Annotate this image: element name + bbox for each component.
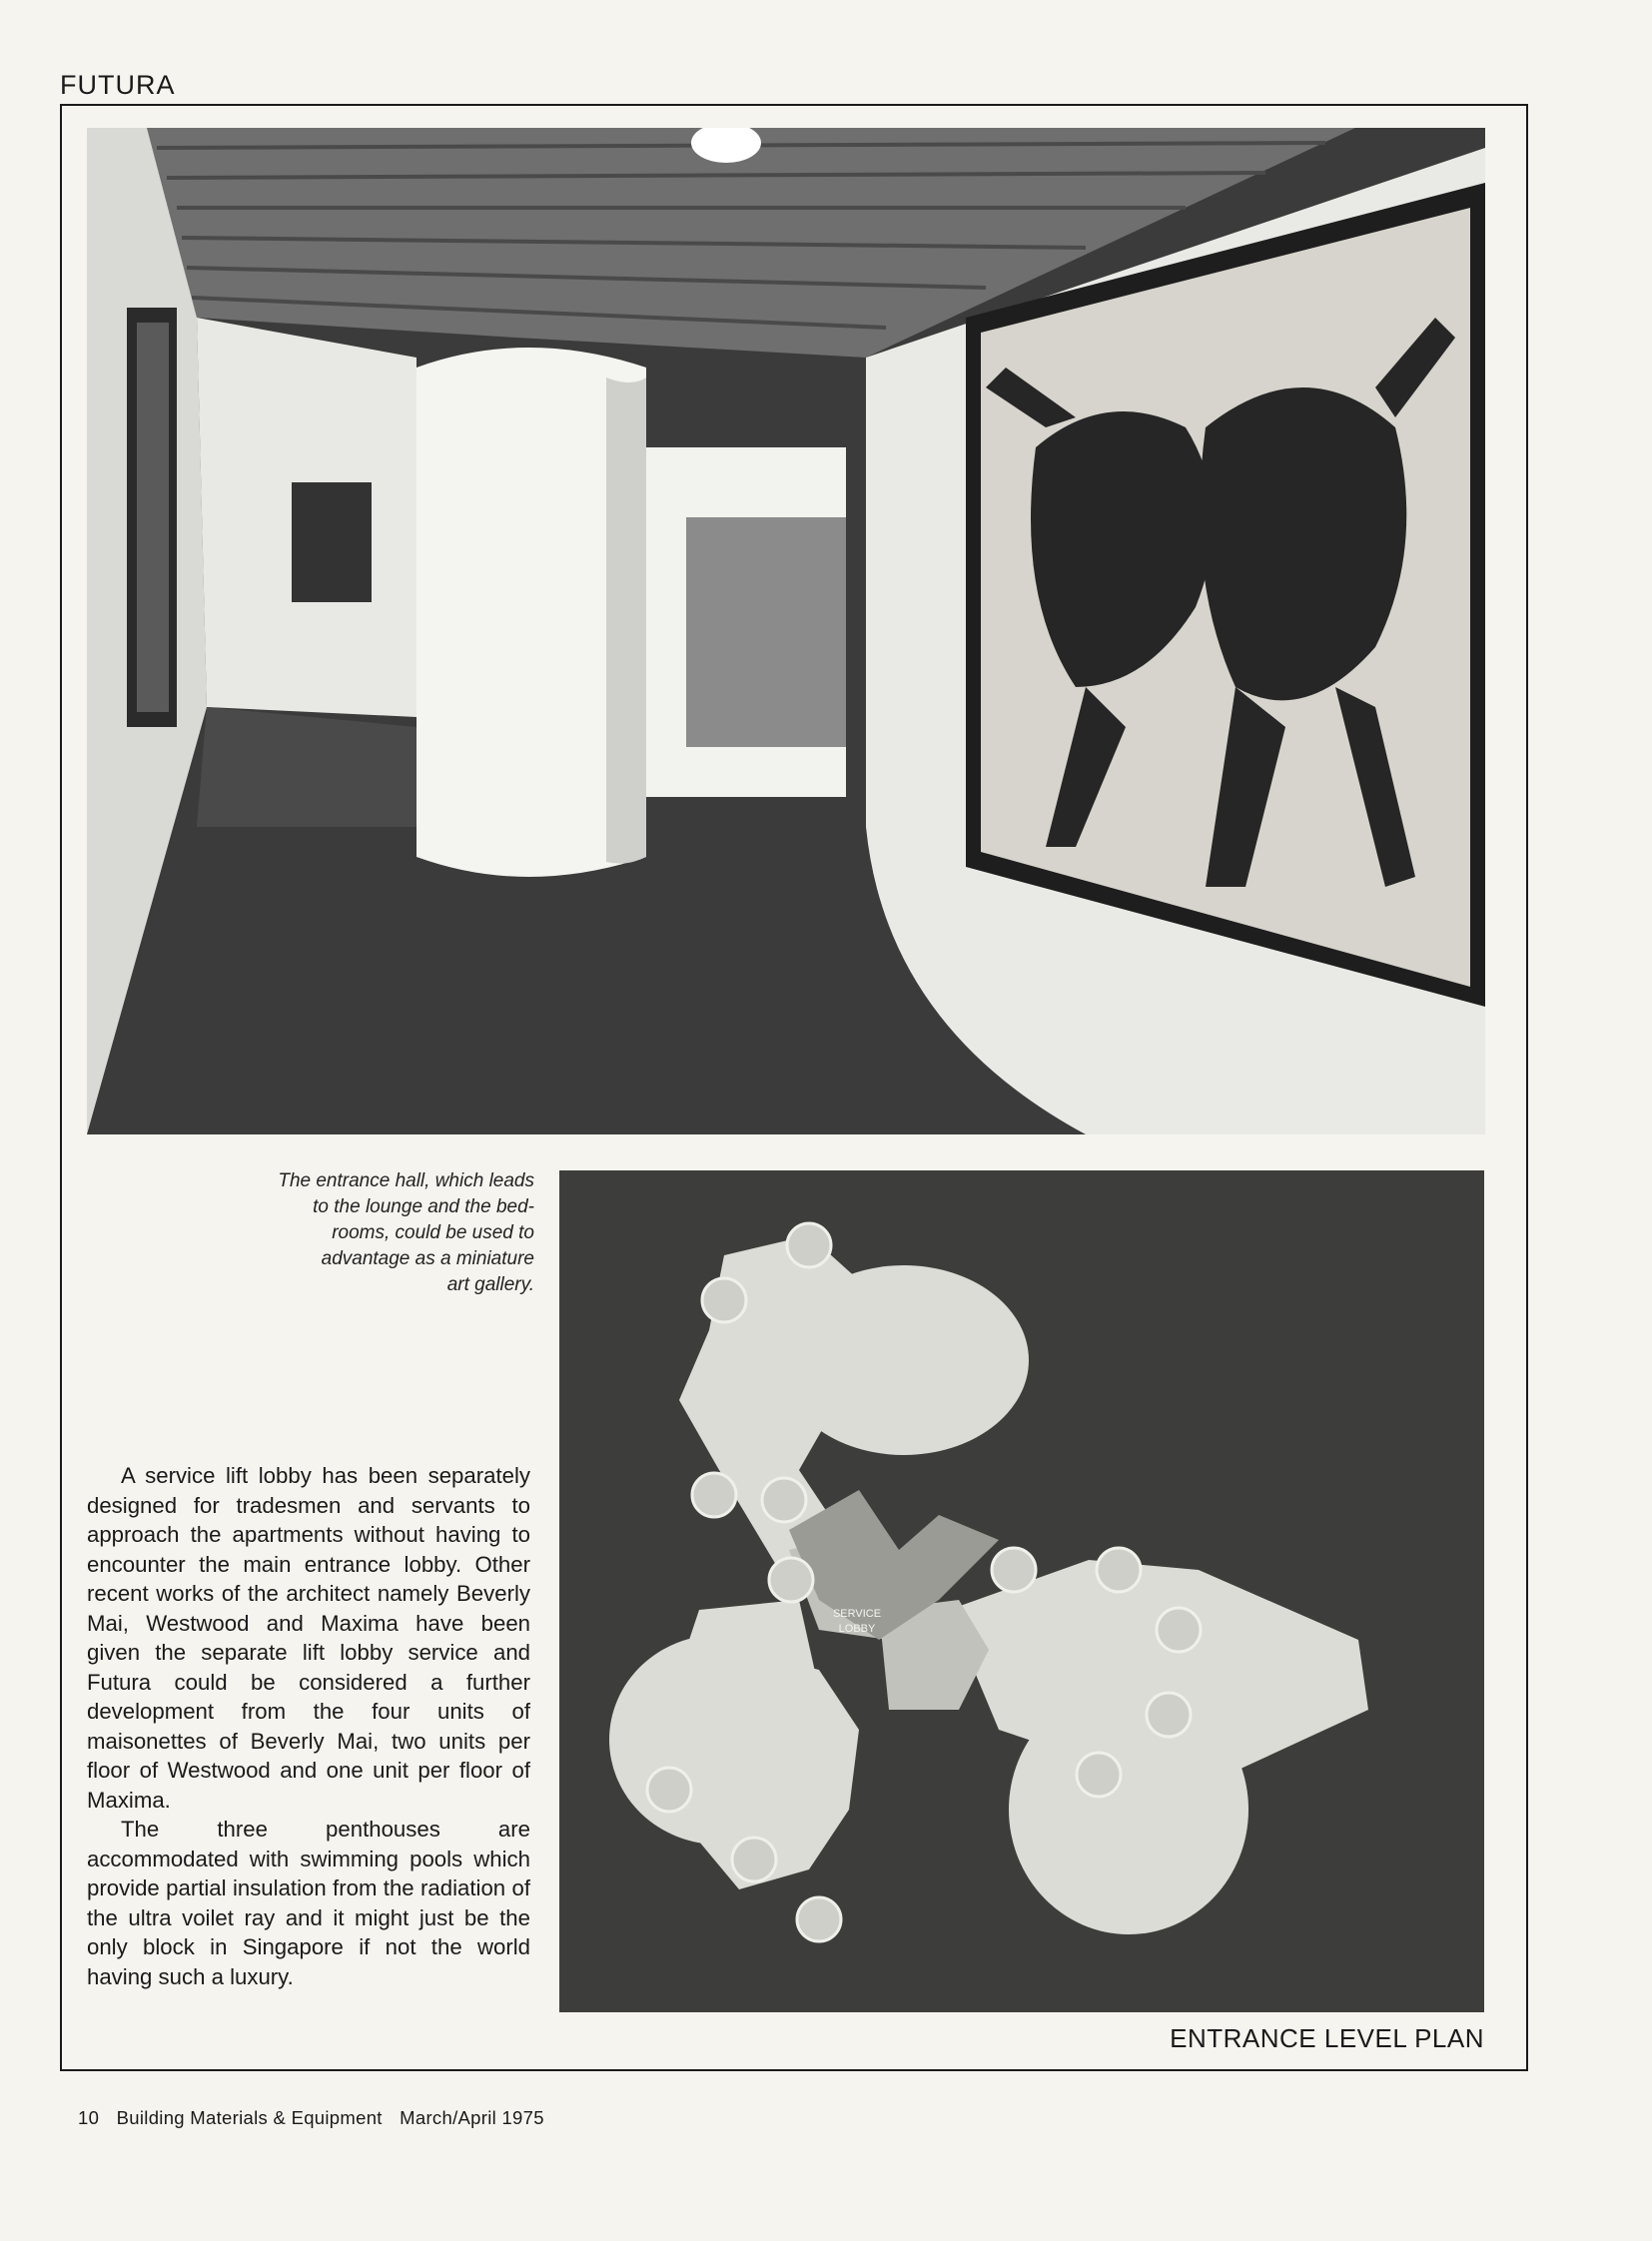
running-header: FUTURA <box>60 70 176 100</box>
photo-caption <box>200 1168 534 1298</box>
caption-line: rooms, could be used to <box>332 1222 534 1243</box>
caption-line: art gallery. <box>446 1274 534 1295</box>
article-body <box>87 1461 530 1991</box>
page-footer <box>78 2107 556 2129</box>
publication-name: Building Materials & Equipment <box>116 2107 383 2128</box>
caption-line: to the lounge and the bed- <box>313 1196 534 1217</box>
plan-caption: ENTRANCE LEVEL PLAN <box>1170 2023 1484 2053</box>
body-paragraph: The three penthouses are accommodated with swimming pools which provide partial insulation from the radiation of the ultra voilet ray and it might just be the only block in Singapore if not the world having such a luxury. <box>87 1817 530 1989</box>
body-paragraph: A service lift lobby has been separately designed for tradesmen and servants to approach the apartments without having to encounter the main entrance lobby. Other recent works of the architect namely Beverly Mai, Westwood and Maxima have been given the separate lift lobby service and Futura could be considered a further development from the four units of maisonettes of Beverly Mai, two units per floor of Westwood and one unit per floor of Maxima. <box>87 1463 530 1813</box>
service-lobby-label: SERVICE <box>832 1608 882 1620</box>
caption-line: The entrance hall, which leads <box>278 1170 534 1191</box>
caption-line: advantage as a miniature <box>321 1248 534 1269</box>
issue-date: March/April 1975 <box>400 2107 544 2128</box>
entrance-hall-photo <box>87 128 1485 1134</box>
service-lobby-label: LOBBY <box>838 1623 876 1635</box>
page-number: 10 <box>78 2107 100 2128</box>
entrance-level-plan-image <box>559 1170 1484 2012</box>
